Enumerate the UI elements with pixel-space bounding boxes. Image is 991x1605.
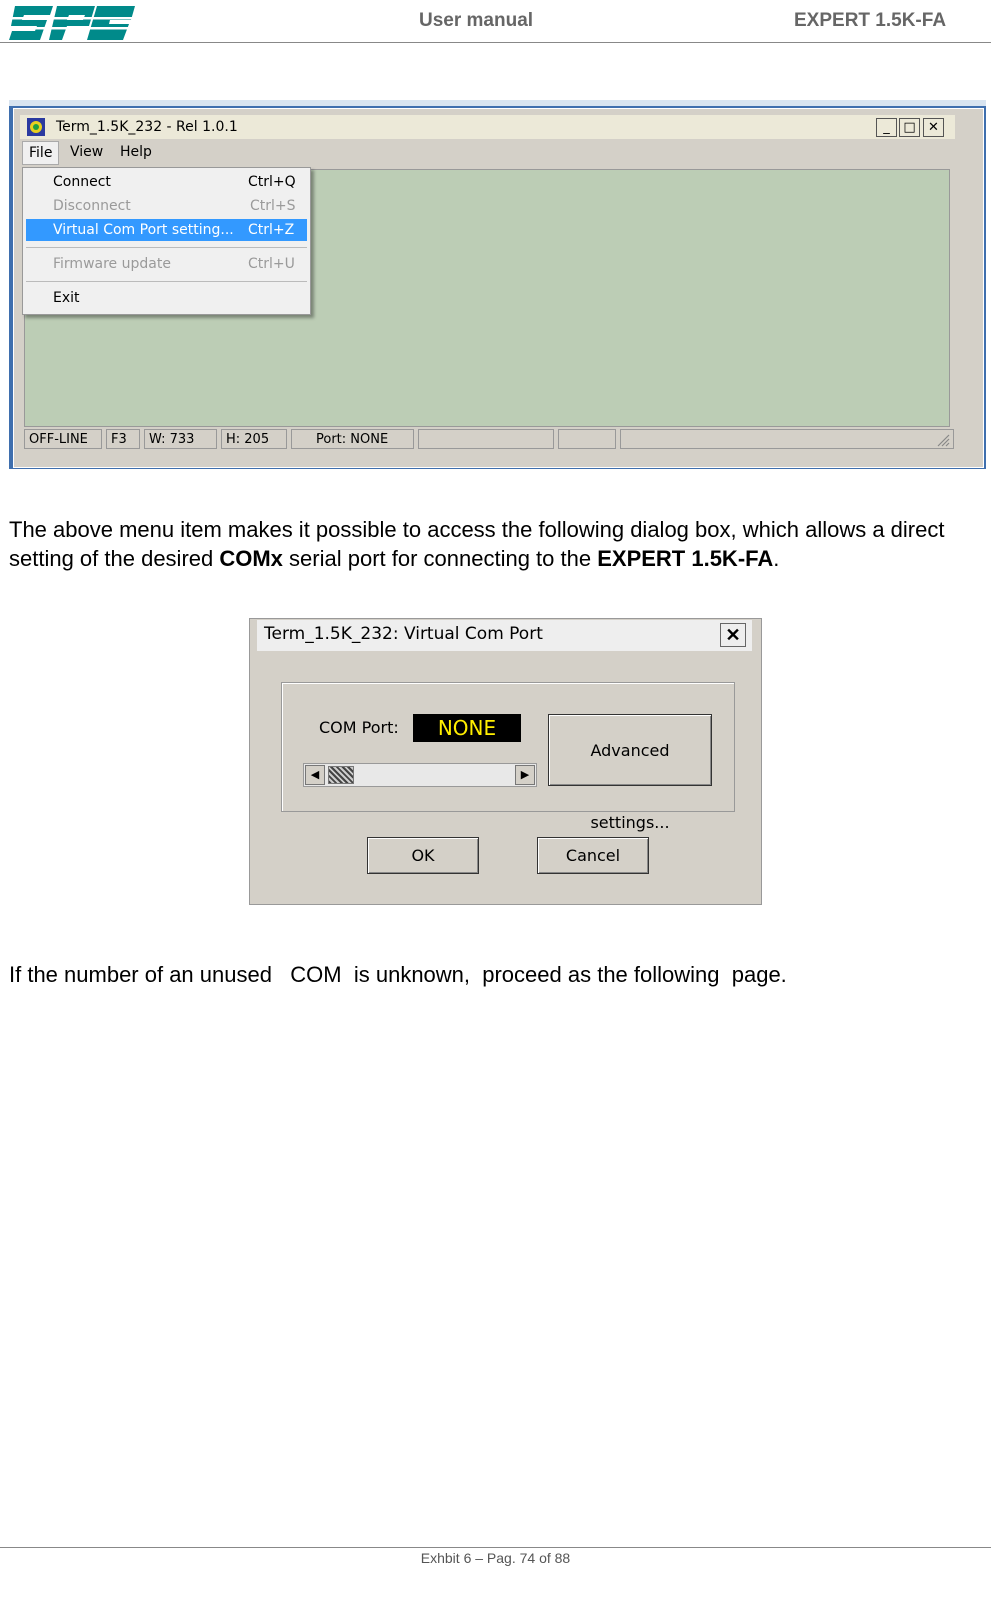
header-center-title: User manual (419, 10, 534, 31)
menu-item-shortcut: Ctrl+Q (248, 174, 296, 190)
status-bar (24, 429, 954, 451)
close-button[interactable]: ✕ (923, 118, 944, 137)
menu-separator (26, 247, 307, 248)
menu-file[interactable]: File (22, 141, 59, 165)
menu-item-connect[interactable] (26, 171, 307, 193)
window-title: Term_1.5K_232 - Rel 1.0.1 (56, 119, 238, 135)
header-right-title: EXPERT 1.5K-FA (794, 10, 947, 31)
scroll-left-arrow-icon[interactable]: ◀ (305, 765, 325, 785)
advanced-settings-button[interactable]: Advanced settings... (548, 714, 712, 786)
status-empty-3 (620, 429, 954, 449)
com-port-display: NONE (413, 714, 521, 742)
menu-help[interactable]: Help (120, 144, 152, 160)
status-key: F3 (106, 429, 140, 449)
paragraph-intro (9, 515, 984, 573)
menu-item-shortcut: Ctrl+Z (248, 222, 295, 238)
status-mode: OFF-LINE (24, 429, 102, 449)
paragraph-intro-text-a: The above menu item makes it possible to access the following dialog box, which allows a direct setting of the desired (9, 517, 945, 571)
status-port: Port: NONE (291, 429, 414, 449)
resize-grip-icon[interactable] (936, 433, 950, 447)
scroll-right-arrow-icon[interactable]: ▶ (515, 765, 535, 785)
menu-view[interactable]: View (70, 144, 104, 160)
status-empty-1 (418, 429, 554, 449)
paragraph-intro-bold-model: EXPERT 1.5K-FA (597, 546, 774, 571)
menu-item-label: Virtual Com Port setting... (53, 222, 234, 238)
menu-item-label: Exit (53, 290, 80, 306)
menu-item-firmware-update (26, 253, 307, 275)
menu-item-shortcut: Ctrl+S (250, 198, 296, 214)
dialog-title: Term_1.5K_232: Virtual Com Port (264, 624, 543, 644)
menu-item-disconnect (26, 195, 307, 217)
status-height: H: 205 (221, 429, 287, 449)
maximize-button[interactable]: □ (899, 118, 920, 137)
menu-item-label: Disconnect (53, 198, 131, 214)
status-width: W: 733 (144, 429, 217, 449)
com-port-label: COM Port: (319, 718, 399, 737)
footer-page-number: Exhbit 6 – Pag. 74 of 88 (420, 1550, 571, 1566)
menu-separator (26, 281, 307, 282)
taskbar-strip (9, 100, 986, 106)
paragraph-intro-text-c: . (773, 546, 780, 571)
minimize-button[interactable]: _ (876, 118, 897, 137)
menu-item-exit[interactable] (26, 287, 307, 309)
paragraph-intro-text-b: serial port for connecting to the (282, 546, 598, 571)
app-screenshot (9, 100, 986, 469)
menu-item-virtual-com-port[interactable] (26, 219, 307, 241)
footer-divider (0, 1547, 991, 1548)
dialog-close-button[interactable]: ✕ (720, 623, 746, 647)
app-icon (26, 117, 46, 137)
file-menu-popup (22, 167, 311, 315)
paragraph-intro-bold-comx: COMx (219, 546, 283, 571)
spe-logo-graphic (9, 2, 137, 42)
status-empty-2 (558, 429, 616, 449)
menu-item-shortcut: Ctrl+U (248, 256, 295, 272)
com-port-scrollbar[interactable] (303, 763, 537, 787)
ok-button[interactable]: OK (367, 837, 479, 874)
scroll-thumb[interactable] (328, 766, 354, 784)
cancel-button[interactable]: Cancel (537, 837, 649, 874)
menu-item-label: Connect (53, 174, 111, 190)
header-divider (0, 42, 991, 43)
paragraph-note: If the number of an unused COM is unknown, proceed as the following page. (9, 962, 787, 987)
spe-logo (9, 2, 137, 42)
menu-item-label: Firmware update (53, 256, 171, 272)
